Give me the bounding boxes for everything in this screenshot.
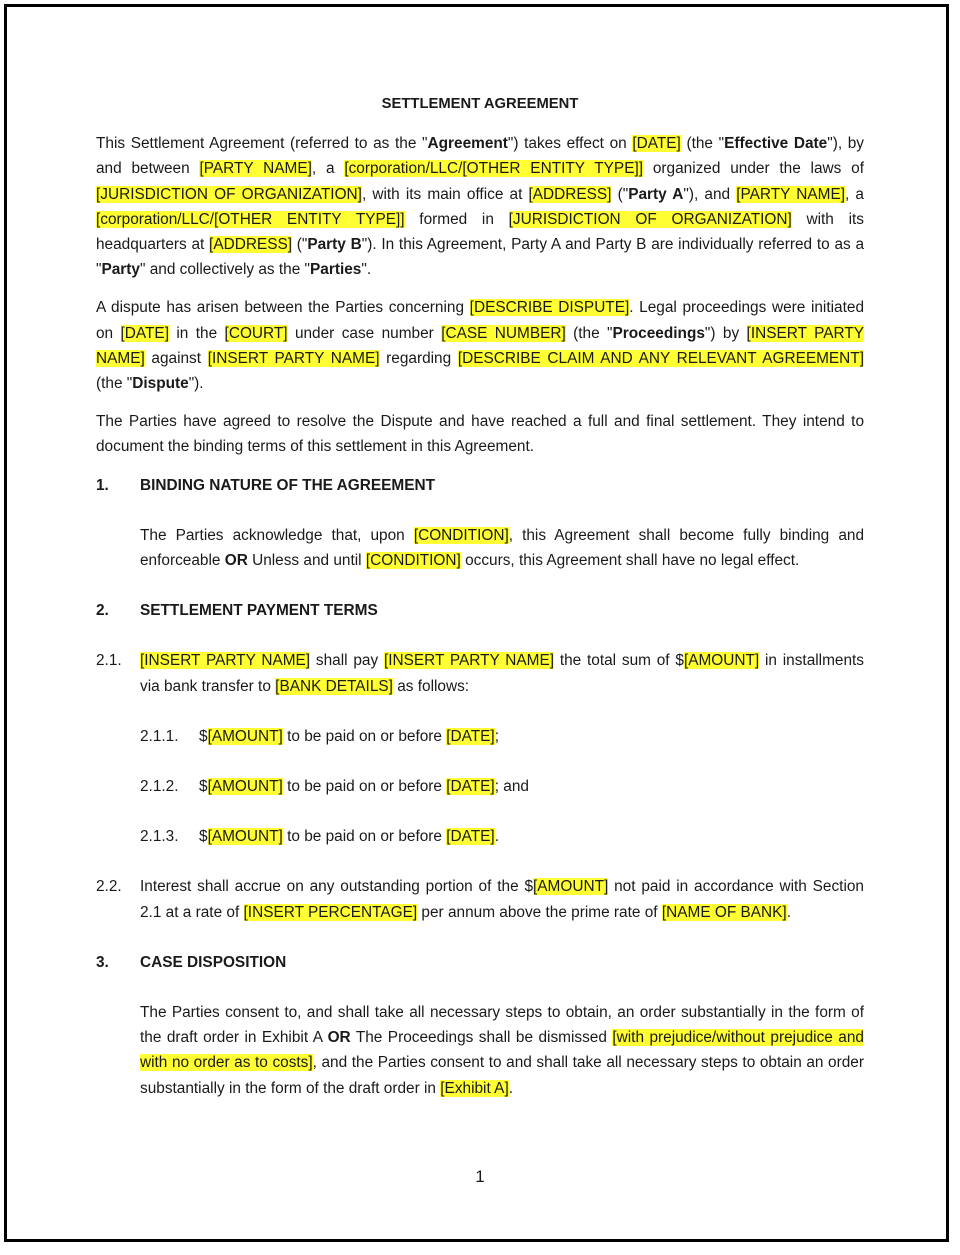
text-run: formed in — [404, 210, 509, 228]
section-2-title: SETTLEMENT PAYMENT TERMS — [140, 602, 378, 620]
text-run: ". — [361, 261, 372, 279]
defined-term: Party — [101, 261, 140, 279]
text-run: occurs, this Agreement shall have no legal effect. — [460, 552, 800, 570]
clause-2-1-2-text — [199, 774, 529, 799]
text-run: . — [508, 1079, 514, 1097]
text-run: Unless and until — [247, 552, 366, 570]
clause-2-2-text — [140, 874, 864, 924]
text-run: , with its main office at — [361, 185, 529, 203]
placeholder-field: [AMOUNT] — [683, 652, 760, 670]
text-run: A dispute has arisen between the Parties concerning — [96, 299, 470, 317]
placeholder-field: [INSERT PARTY NAME] — [96, 324, 864, 367]
placeholder-field: [INSERT PARTY NAME] — [207, 349, 380, 367]
defined-term: Effective Date — [724, 135, 828, 153]
clause-2-2 — [96, 874, 864, 924]
section-1-number: 1. — [96, 476, 109, 494]
text-run: "). — [188, 375, 204, 393]
text-run: (the " — [680, 135, 725, 153]
text-run: (the " — [96, 375, 133, 393]
text-run: in installments via bank transfer to — [140, 652, 865, 695]
section-1-title: BINDING NATURE OF THE AGREEMENT — [140, 476, 435, 494]
text-run: the total sum of $ — [554, 652, 684, 670]
text-run: The Parties acknowledge that, upon — [140, 526, 414, 544]
text-run: shall pay — [310, 652, 384, 670]
placeholder-field: [NAME OF BANK] — [661, 903, 787, 921]
clause-2-1-2 — [140, 774, 864, 799]
clause-2-1-text — [140, 648, 864, 698]
clause-2-1-1 — [140, 724, 864, 749]
text-run: (" — [611, 185, 629, 203]
placeholder-field: [INSERT PERCENTAGE] — [243, 903, 418, 921]
text-run: not paid in accordance with Section 2.1 at a rate of — [140, 878, 864, 921]
placeholder-field: [AMOUNT] — [207, 778, 283, 796]
defined-term: Dispute — [132, 375, 189, 393]
text-run: ; — [494, 727, 499, 745]
section-1-heading — [96, 473, 864, 498]
placeholder-field: [PARTY NAME] — [199, 160, 312, 178]
text-run: "). In this Agreement, Party A and Party B are individually referred to as a " — [96, 236, 865, 279]
clause-2-2-number: 2.2. — [96, 878, 122, 896]
placeholder-field: [INSERT PARTY NAME] — [140, 652, 311, 670]
clause-2-1-number: 2.1. — [96, 652, 122, 670]
clause-2-1-3 — [140, 824, 864, 849]
defined-term: Party A — [628, 185, 684, 203]
placeholder-field: [with prejudice/without prejudice and with no order as to costs] — [140, 1029, 864, 1072]
text-run: $ — [199, 778, 208, 796]
defined-term: OR — [224, 552, 248, 570]
placeholder-field: [Exhibit A] — [440, 1079, 509, 1097]
text-run: " and collectively as the " — [139, 261, 311, 279]
text-run: to be paid on or before — [282, 727, 447, 745]
text-run: $ — [199, 727, 208, 745]
placeholder-field: [COURT] — [224, 324, 288, 342]
placeholder-field: [AMOUNT] — [207, 828, 283, 846]
placeholder-field: [corporation/LLC/[OTHER ENTITY TYPE]] — [96, 210, 405, 228]
resolution-paragraph — [96, 409, 864, 459]
placeholder-field: [DATE] — [446, 778, 495, 796]
defined-term: Party B — [307, 236, 362, 254]
text-run: in the — [168, 324, 225, 342]
clause-2-1-3-number: 2.1.3. — [140, 828, 179, 846]
placeholder-field: [CONDITION] — [365, 552, 461, 570]
text-run: organized under the laws of — [643, 160, 864, 178]
placeholder-field: [AMOUNT] — [533, 878, 609, 896]
placeholder-field: [DESCRIBE DISPUTE] — [469, 299, 630, 317]
clause-2-1-1-text — [199, 724, 499, 749]
text-run: ") by — [704, 324, 747, 342]
section-3-body — [140, 1000, 864, 1101]
text-run: . — [494, 828, 499, 846]
section-3-number: 3. — [96, 953, 109, 971]
placeholder-field: [BANK DETAILS] — [275, 677, 393, 695]
placeholder-field: [AMOUNT] — [207, 727, 283, 745]
page-number: 1 — [475, 1167, 485, 1186]
defined-term: OR — [327, 1029, 351, 1047]
text-run: against — [144, 349, 208, 367]
clause-2-1 — [96, 648, 864, 698]
text-run: per annum above the prime rate of — [417, 903, 662, 921]
defined-term: Proceedings — [612, 324, 705, 342]
clause-2-1-3-text — [199, 824, 499, 849]
text-run: . — [786, 903, 791, 921]
defined-term: Agreement — [427, 135, 508, 153]
placeholder-field: [DATE] — [446, 828, 495, 846]
document-title: SETTLEMENT AGREEMENT — [381, 96, 579, 112]
text-run: The Parties have agreed to resolve the Dispute and have reached a full and final settlement. They intend to document the binding terms of this settlement in this Agreement. — [96, 413, 864, 456]
defined-term: Parties — [310, 261, 362, 279]
placeholder-field: [CASE NUMBER] — [441, 324, 566, 342]
text-run: This Settlement Agreement (referred to as the " — [96, 135, 428, 153]
text-run: Interest shall accrue on any outstanding portion of the $ — [140, 878, 534, 896]
placeholder-field: [DESCRIBE CLAIM AND ANY RELEVANT AGREEMENT] — [457, 349, 864, 367]
dispute-paragraph — [96, 295, 864, 396]
placeholder-field: [INSERT PARTY NAME] — [383, 652, 555, 670]
section-2-heading — [96, 598, 864, 623]
text-run: "), by and between — [96, 135, 864, 178]
clause-2-1-1-number: 2.1.1. — [140, 727, 179, 745]
placeholder-field: [ADDRESS] — [209, 236, 293, 254]
placeholder-field: [DATE] — [120, 324, 169, 342]
section-3-heading — [96, 950, 864, 975]
placeholder-field: [ADDRESS] — [528, 185, 612, 203]
text-run: with its headquarters at — [96, 210, 864, 254]
text-run: (the " — [565, 324, 613, 342]
placeholder-field: [JURISDICTION OF ORGANIZATION] — [96, 185, 362, 203]
text-run: , a — [845, 185, 864, 203]
intro-paragraph — [96, 131, 864, 282]
placeholder-field: [CONDITION] — [413, 526, 509, 544]
text-run: , a — [311, 160, 345, 178]
section-1-body — [140, 523, 864, 573]
text-run: . Legal proceedings were initiated on — [96, 299, 864, 342]
text-run: to be paid on or before — [282, 778, 447, 796]
text-run: "), and — [683, 185, 737, 203]
text-run: The Proceedings shall be dismissed — [350, 1029, 613, 1047]
text-run: as follows: — [392, 677, 470, 695]
clause-2-1-2-number: 2.1.2. — [140, 778, 179, 796]
text-run: , this Agreement shall become fully binding and enforceable — [140, 526, 864, 570]
text-run: regarding — [379, 349, 458, 367]
placeholder-field: [JURISDICTION OF ORGANIZATION] — [508, 210, 792, 228]
document-body — [96, 92, 864, 1101]
placeholder-field: [PARTY NAME] — [736, 185, 845, 203]
text-run: The Parties consent to, and shall take all necessary steps to obtain, an order substantially in the form of the draft order in Exhibit A — [140, 1004, 864, 1047]
text-run: to be paid on or before — [282, 828, 447, 846]
section-2-number: 2. — [96, 602, 109, 620]
placeholder-field: [DATE] — [446, 727, 495, 745]
section-3-title: CASE DISPOSITION — [140, 953, 287, 971]
text-run: ") takes effect on — [507, 135, 633, 153]
placeholder-field: [corporation/LLC/[OTHER ENTITY TYPE]] — [344, 160, 644, 178]
placeholder-field: [DATE] — [632, 135, 681, 153]
text-run: ; and — [494, 778, 529, 796]
text-run: $ — [199, 828, 208, 846]
text-run: (" — [292, 236, 308, 254]
text-run: , and the Parties consent to and shall take all necessary steps to obtain an order substantially in the form of the draft order in — [140, 1054, 864, 1097]
text-run: under case number — [287, 324, 442, 342]
